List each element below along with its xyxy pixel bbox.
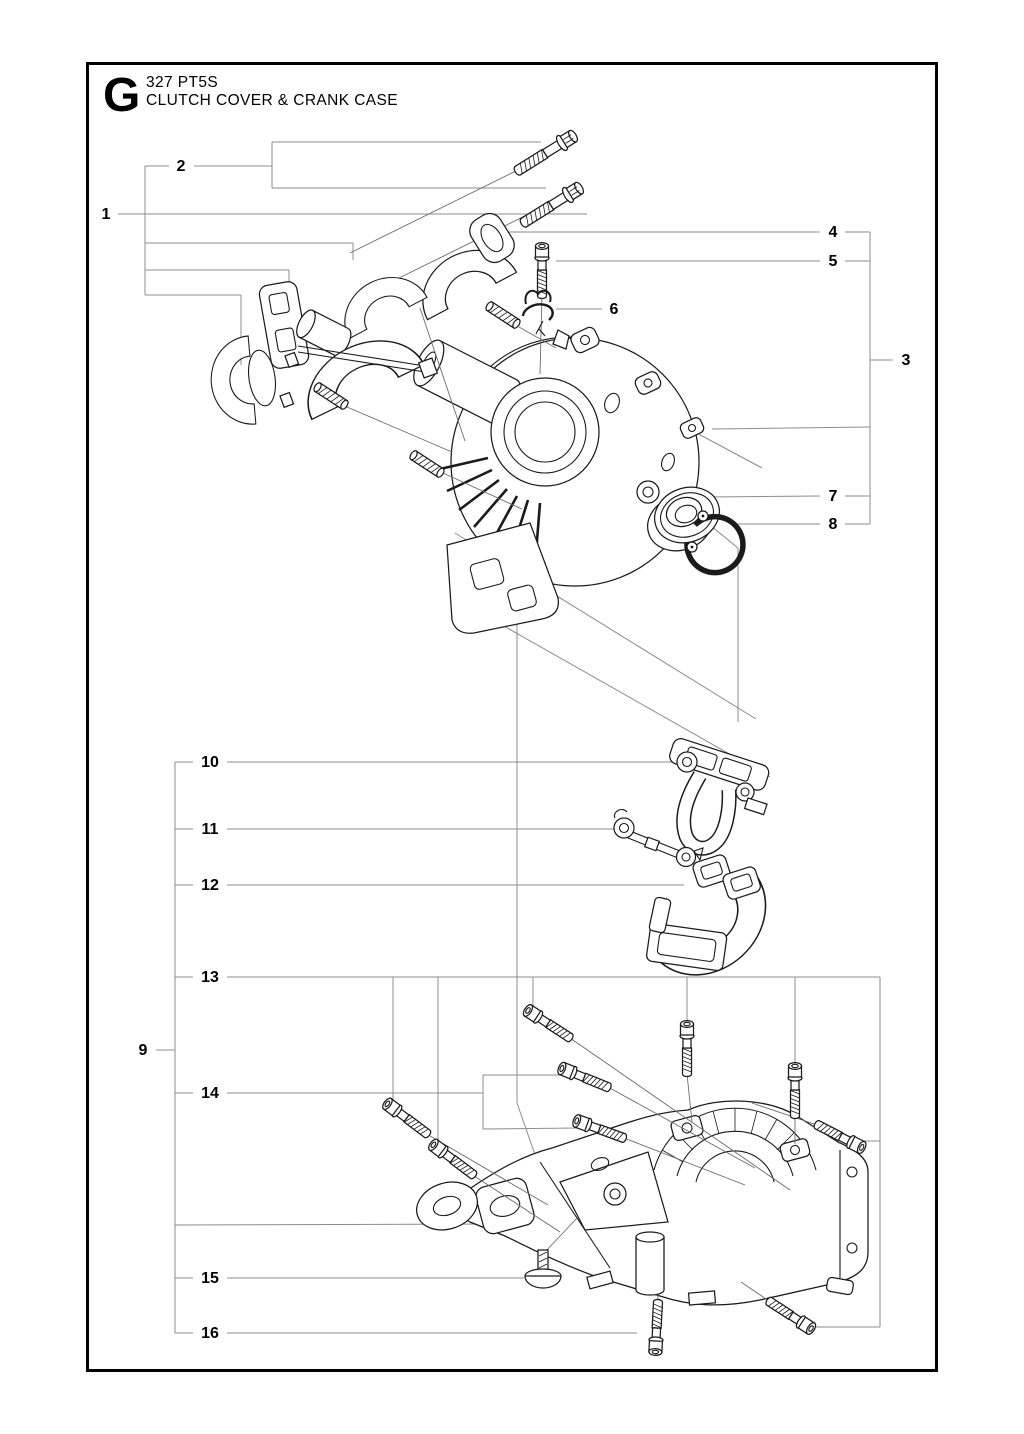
callout-11: 11 bbox=[201, 821, 219, 838]
callout-13: 13 bbox=[201, 969, 219, 986]
callout-12: 12 bbox=[201, 877, 219, 894]
model-title: 327 PT5S bbox=[146, 74, 219, 91]
stud-c bbox=[409, 450, 446, 479]
clutch-cover-assembly bbox=[208, 127, 743, 633]
case-bolt-upright-2 bbox=[788, 1063, 802, 1119]
callout-9: 9 bbox=[138, 1042, 148, 1059]
stud-a bbox=[485, 301, 522, 330]
section-letter: G bbox=[103, 69, 141, 122]
callout-10: 10 bbox=[201, 754, 219, 771]
case-bolt-left-1 bbox=[380, 1096, 433, 1141]
callout-1: 1 bbox=[101, 206, 111, 223]
case-bolt-mid-1 bbox=[556, 1061, 613, 1095]
callout-14: 14 bbox=[201, 1085, 219, 1102]
hex-bolt-2 bbox=[517, 179, 586, 231]
spacer-cylinder bbox=[636, 1232, 664, 1295]
callout-2: 2 bbox=[176, 158, 186, 175]
clutch-cover-housing bbox=[408, 325, 706, 633]
callout-8: 8 bbox=[828, 516, 838, 533]
hex-bolt-1 bbox=[511, 127, 580, 179]
case-bolt-top bbox=[521, 1003, 576, 1045]
case-bolt-upright-1 bbox=[680, 1021, 694, 1077]
case-bolt-bottom bbox=[648, 1299, 665, 1356]
cover-shell bbox=[646, 853, 790, 999]
section-title: CLUTCH COVER & CRANK CASE bbox=[146, 92, 399, 109]
page-header bbox=[103, 69, 398, 122]
callout-4: 4 bbox=[828, 224, 838, 241]
callout-16: 16 bbox=[201, 1325, 219, 1342]
gasket-strap bbox=[668, 737, 771, 849]
callout-5: 5 bbox=[828, 253, 838, 270]
case-bolt-left-2 bbox=[426, 1137, 479, 1182]
callout-3: 3 bbox=[901, 352, 911, 369]
callout-6: 6 bbox=[609, 301, 619, 318]
case-bolt-bottom-right bbox=[763, 1294, 818, 1336]
callout-7: 7 bbox=[828, 488, 838, 505]
callout-15: 15 bbox=[201, 1270, 219, 1287]
